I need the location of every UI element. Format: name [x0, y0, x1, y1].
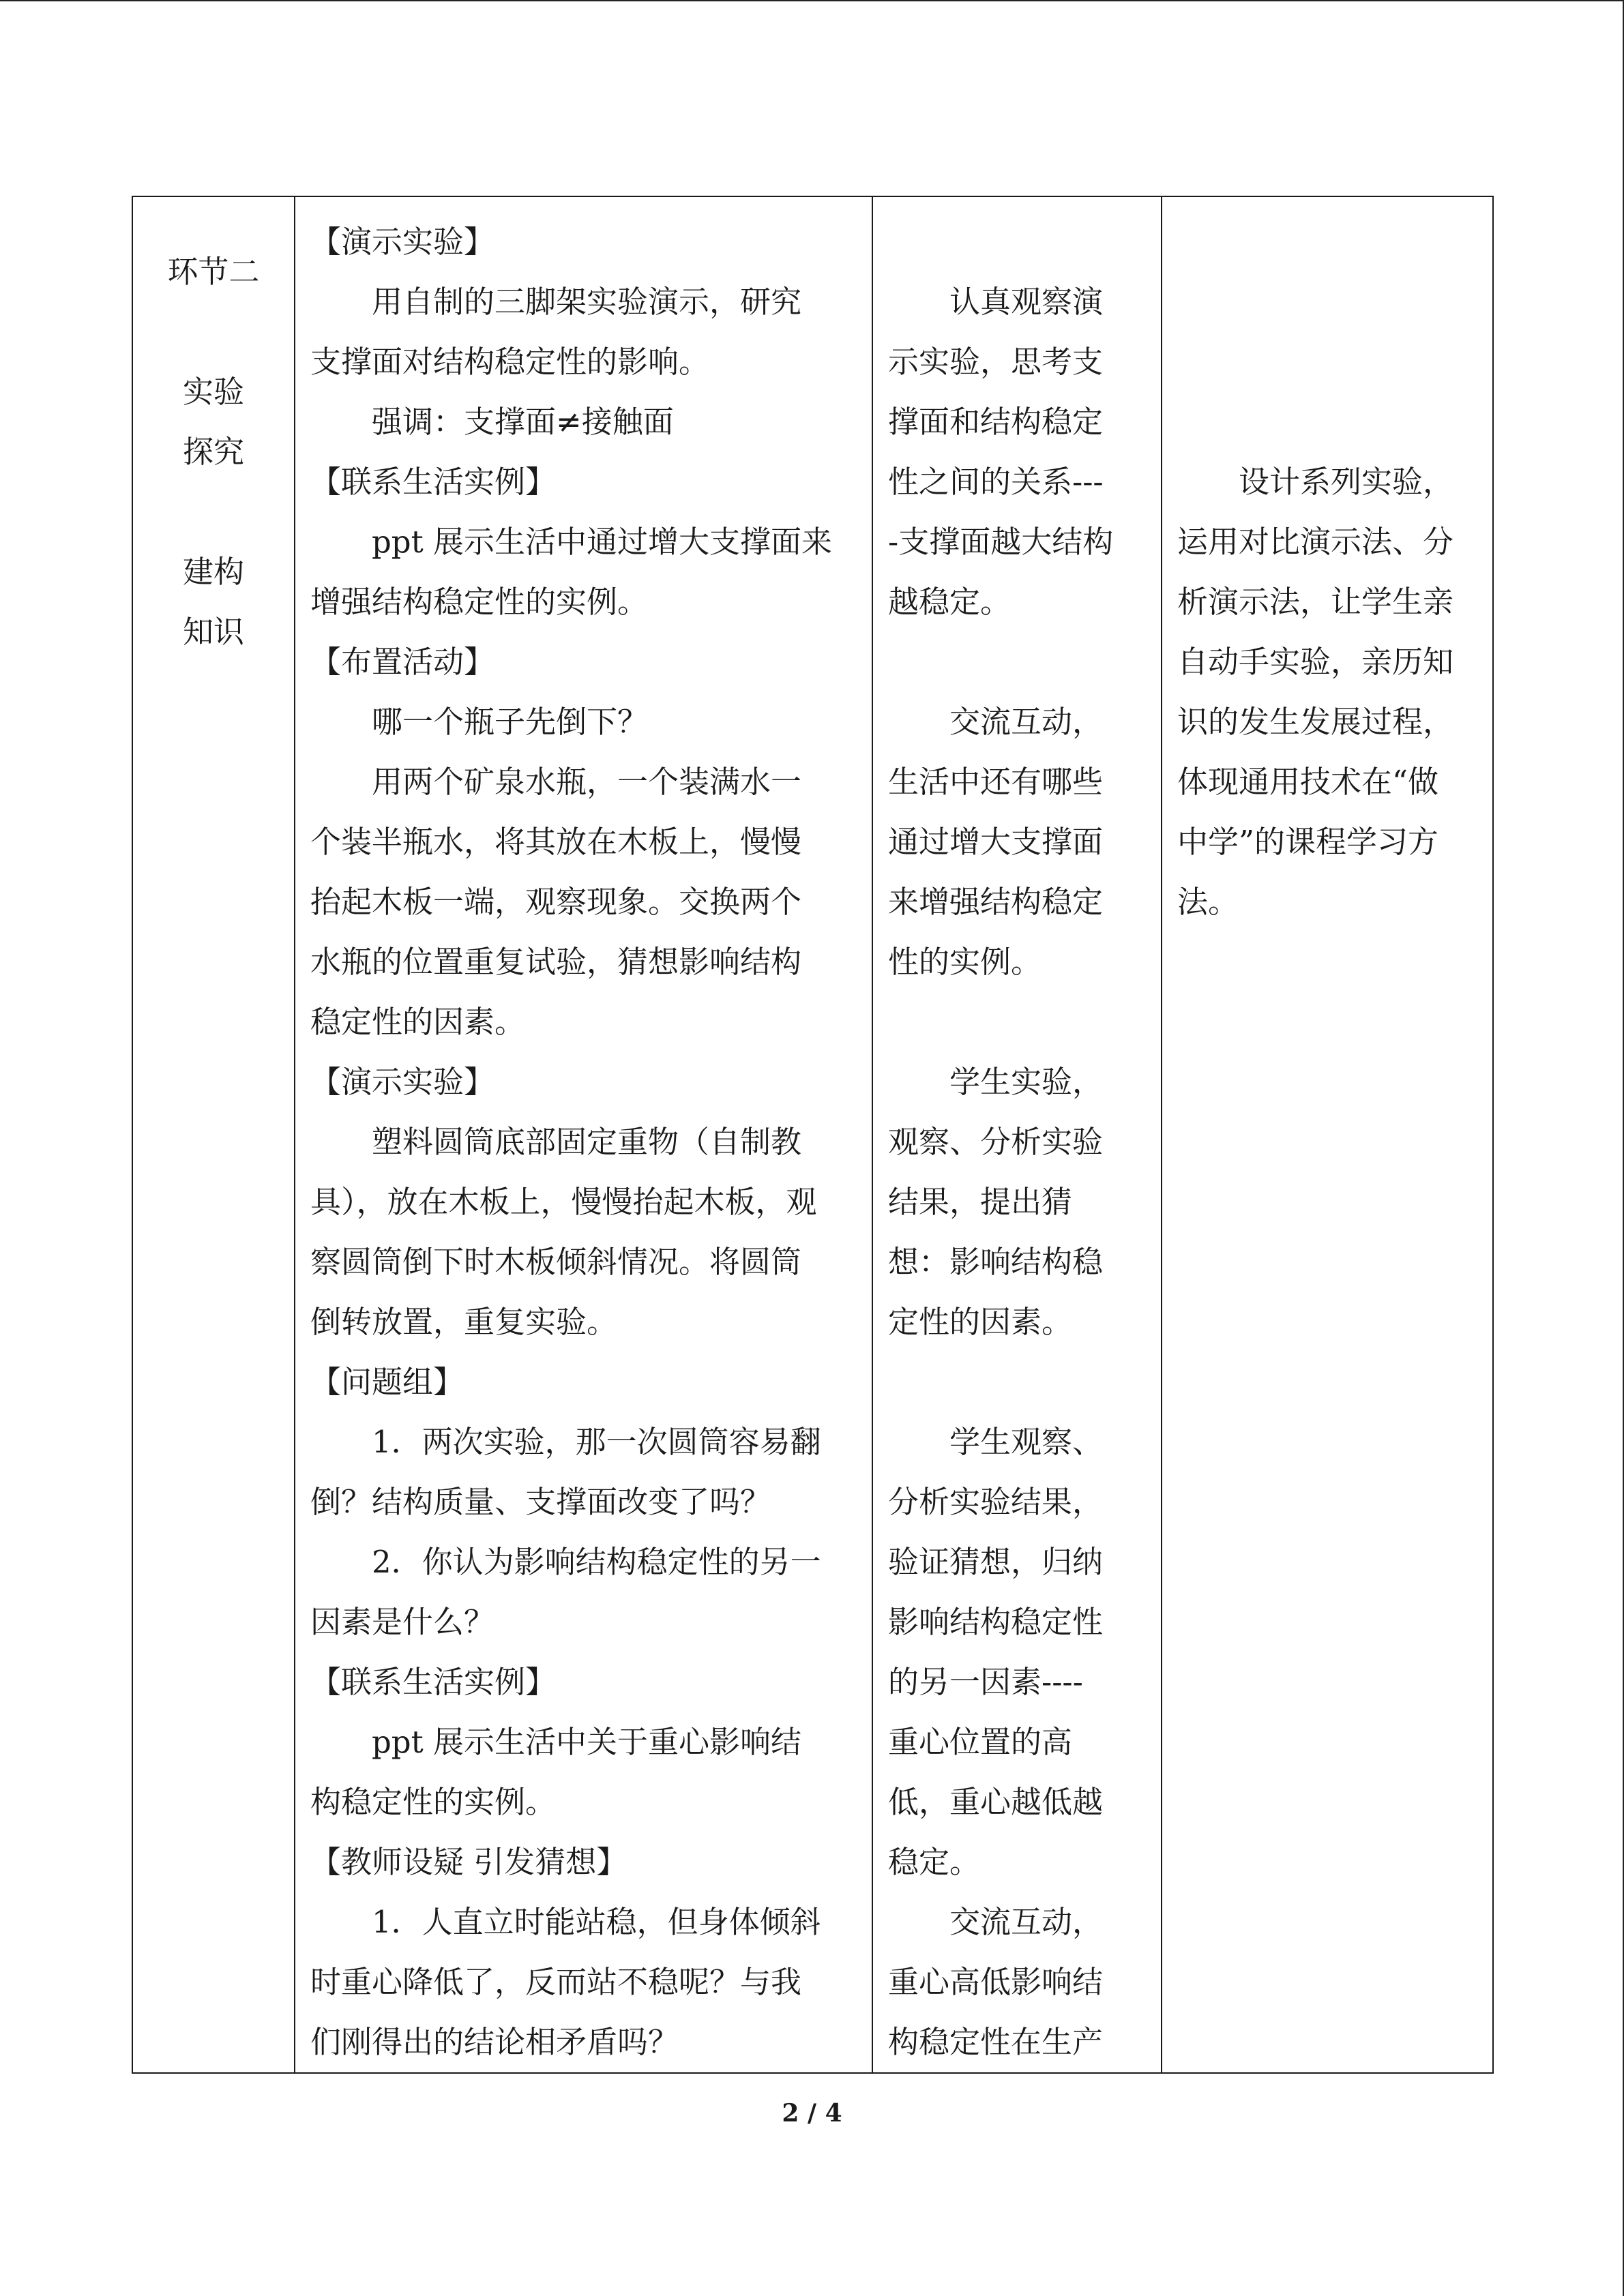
teacher-activity-cell	[295, 196, 872, 2073]
stage-column	[133, 197, 294, 662]
teacher-text-line: 【教师设疑 引发猜想】	[310, 1844, 628, 1880]
teacher-text-line: 强调：支撑面≠接触面	[372, 404, 674, 440]
intent-text-line: 识的发生发展过程，	[1177, 704, 1454, 740]
teacher-text-line: 【布置活动】	[310, 644, 495, 680]
student-text-line: 重心位置的高	[888, 1724, 1073, 1760]
student-text-line	[888, 992, 1151, 1052]
student-text-line: 低，重心越低越	[888, 1784, 1104, 1820]
intent-text-line: 运用对比演示法、分	[1177, 524, 1454, 560]
student-text-line: 来增强结构稳定	[888, 884, 1104, 920]
student-text-line: 想：影响结构稳	[888, 1244, 1104, 1280]
stage-cell	[132, 196, 295, 2073]
student-text-line: 分析实验结果，	[888, 1484, 1104, 1520]
student-text-line: 越稳定。	[888, 584, 1012, 620]
teacher-text-line: 倒？结构质量、支撑面改变了吗？	[310, 1484, 771, 1520]
intent-text-line: 析演示法，让学生亲	[1177, 584, 1454, 620]
teacher-text-line: 倒转放置，重复实验。	[310, 1304, 618, 1340]
stage-spacer	[133, 482, 294, 542]
student-activity-column	[873, 197, 1161, 2072]
student-text-line: 性之间的关系---	[888, 464, 1104, 500]
student-text-line: 重心高低影响结	[888, 1964, 1104, 2000]
teacher-text-line: ppt 展示生活中通过增大支撑面来	[372, 524, 833, 560]
teacher-text-line: 哪一个瓶子先倒下？	[372, 704, 649, 740]
teacher-text-line: 1．人直立时能站稳，但身体倾斜	[372, 1904, 821, 1940]
student-text-line: -支撑面越大结构	[888, 524, 1114, 560]
student-text-line: 影响结构稳定性	[888, 1604, 1104, 1640]
intent-text-line: 自动手实验，亲历知	[1177, 644, 1454, 680]
teacher-text-line: 【联系生活实例】	[310, 464, 557, 500]
page-number: 2 / 4	[782, 2099, 842, 2128]
teacher-text-line: 2．你认为影响结构稳定性的另一	[372, 1544, 821, 1580]
student-text-line	[888, 632, 1151, 692]
teacher-text-line: 塑料圆筒底部固定重物（自制教	[372, 1124, 802, 1160]
stage-label: 探究	[182, 434, 244, 470]
lesson-plan-table	[132, 196, 1494, 2074]
stage-label: 环节二	[167, 254, 260, 290]
teacher-text-line: 用两个矿泉水瓶，一个装满水一	[372, 764, 802, 800]
teacher-text-line: 水瓶的位置重复试验，猜想影响结构	[310, 944, 802, 980]
table-row	[132, 196, 1493, 2073]
student-text-line: 认真观察演	[949, 284, 1104, 320]
student-text-line: 学生观察、	[949, 1424, 1104, 1460]
teacher-text-line: 抬起木板一端，观察现象。交换两个	[310, 884, 802, 920]
student-text-line	[888, 1352, 1151, 1412]
teacher-text-line: 构稳定性的实例。	[310, 1784, 557, 1820]
teacher-text-line: 时重心降低了，反而站不稳呢？与我	[310, 1964, 802, 2000]
student-text-line: 撑面和结构稳定	[888, 404, 1104, 440]
teacher-text-line: 【联系生活实例】	[310, 1664, 557, 1700]
student-text-line: 交流互动，	[949, 704, 1104, 740]
intent-text-line: 法。	[1177, 884, 1239, 920]
student-activity-cell	[872, 196, 1162, 2073]
student-text-line: 定性的因素。	[888, 1304, 1073, 1340]
intent-text-line: 设计系列实验，	[1239, 464, 1454, 500]
stage-label: 实验	[182, 374, 244, 410]
design-intent-cell	[1162, 196, 1493, 2073]
page-top-edge	[0, 0, 1624, 1]
stage-spacer	[133, 302, 294, 362]
teacher-activity-column	[295, 197, 872, 2072]
teacher-text-line: 支撑面对结构稳定性的影响。	[310, 344, 710, 380]
student-text-line: 结果，提出猜	[888, 1184, 1073, 1220]
student-text-line: 交流互动，	[949, 1904, 1104, 1940]
student-text-line: 生活中还有哪些	[888, 764, 1104, 800]
teacher-text-line: 用自制的三脚架实验演示，研究	[372, 284, 802, 320]
teacher-text-line: 们刚得出的结论相矛盾吗？	[310, 2024, 679, 2060]
student-text-line: 通过增大支撑面	[888, 824, 1104, 860]
student-text-line: 学生实验，	[949, 1064, 1104, 1100]
teacher-text-line: 1．两次实验，那一次圆筒容易翻	[372, 1424, 821, 1460]
teacher-text-line: 【演示实验】	[310, 224, 495, 260]
stage-label: 建构	[182, 554, 244, 590]
student-text-line: 性的实例。	[888, 944, 1042, 980]
student-text-line: 验证猜想，归纳	[888, 1544, 1104, 1580]
teacher-text-line: 稳定性的因素。	[310, 1004, 526, 1040]
design-intent-column	[1162, 197, 1492, 932]
stage-label: 知识	[182, 614, 244, 650]
teacher-text-line: 具），放在木板上，慢慢抬起木板，观	[310, 1184, 817, 1220]
intent-text-line: 中学”的课程学习方	[1177, 824, 1439, 860]
teacher-text-line: 【演示实验】	[310, 1064, 495, 1100]
student-text-line: 观察、分析实验	[888, 1124, 1104, 1160]
teacher-text-line: 增强结构稳定性的实例。	[310, 584, 649, 620]
student-text-line: 示实验，思考支	[888, 344, 1104, 380]
teacher-text-line: 察圆筒倒下时木板倾斜情况。将圆筒	[310, 1244, 802, 1280]
intent-text-line: 体现通用技术在“做	[1177, 764, 1439, 800]
teacher-text-line: 【问题组】	[310, 1364, 464, 1400]
teacher-text-line: 因素是什么？	[310, 1604, 495, 1640]
student-text-line: 的另一因素----	[888, 1664, 1083, 1700]
teacher-text-line: ppt 展示生活中关于重心影响结	[372, 1724, 802, 1760]
student-text-line: 稳定。	[888, 1844, 981, 1880]
teacher-text-line: 个装半瓶水，将其放在木板上，慢慢	[310, 824, 802, 860]
student-text-line: 构稳定性在生产	[888, 2024, 1104, 2060]
